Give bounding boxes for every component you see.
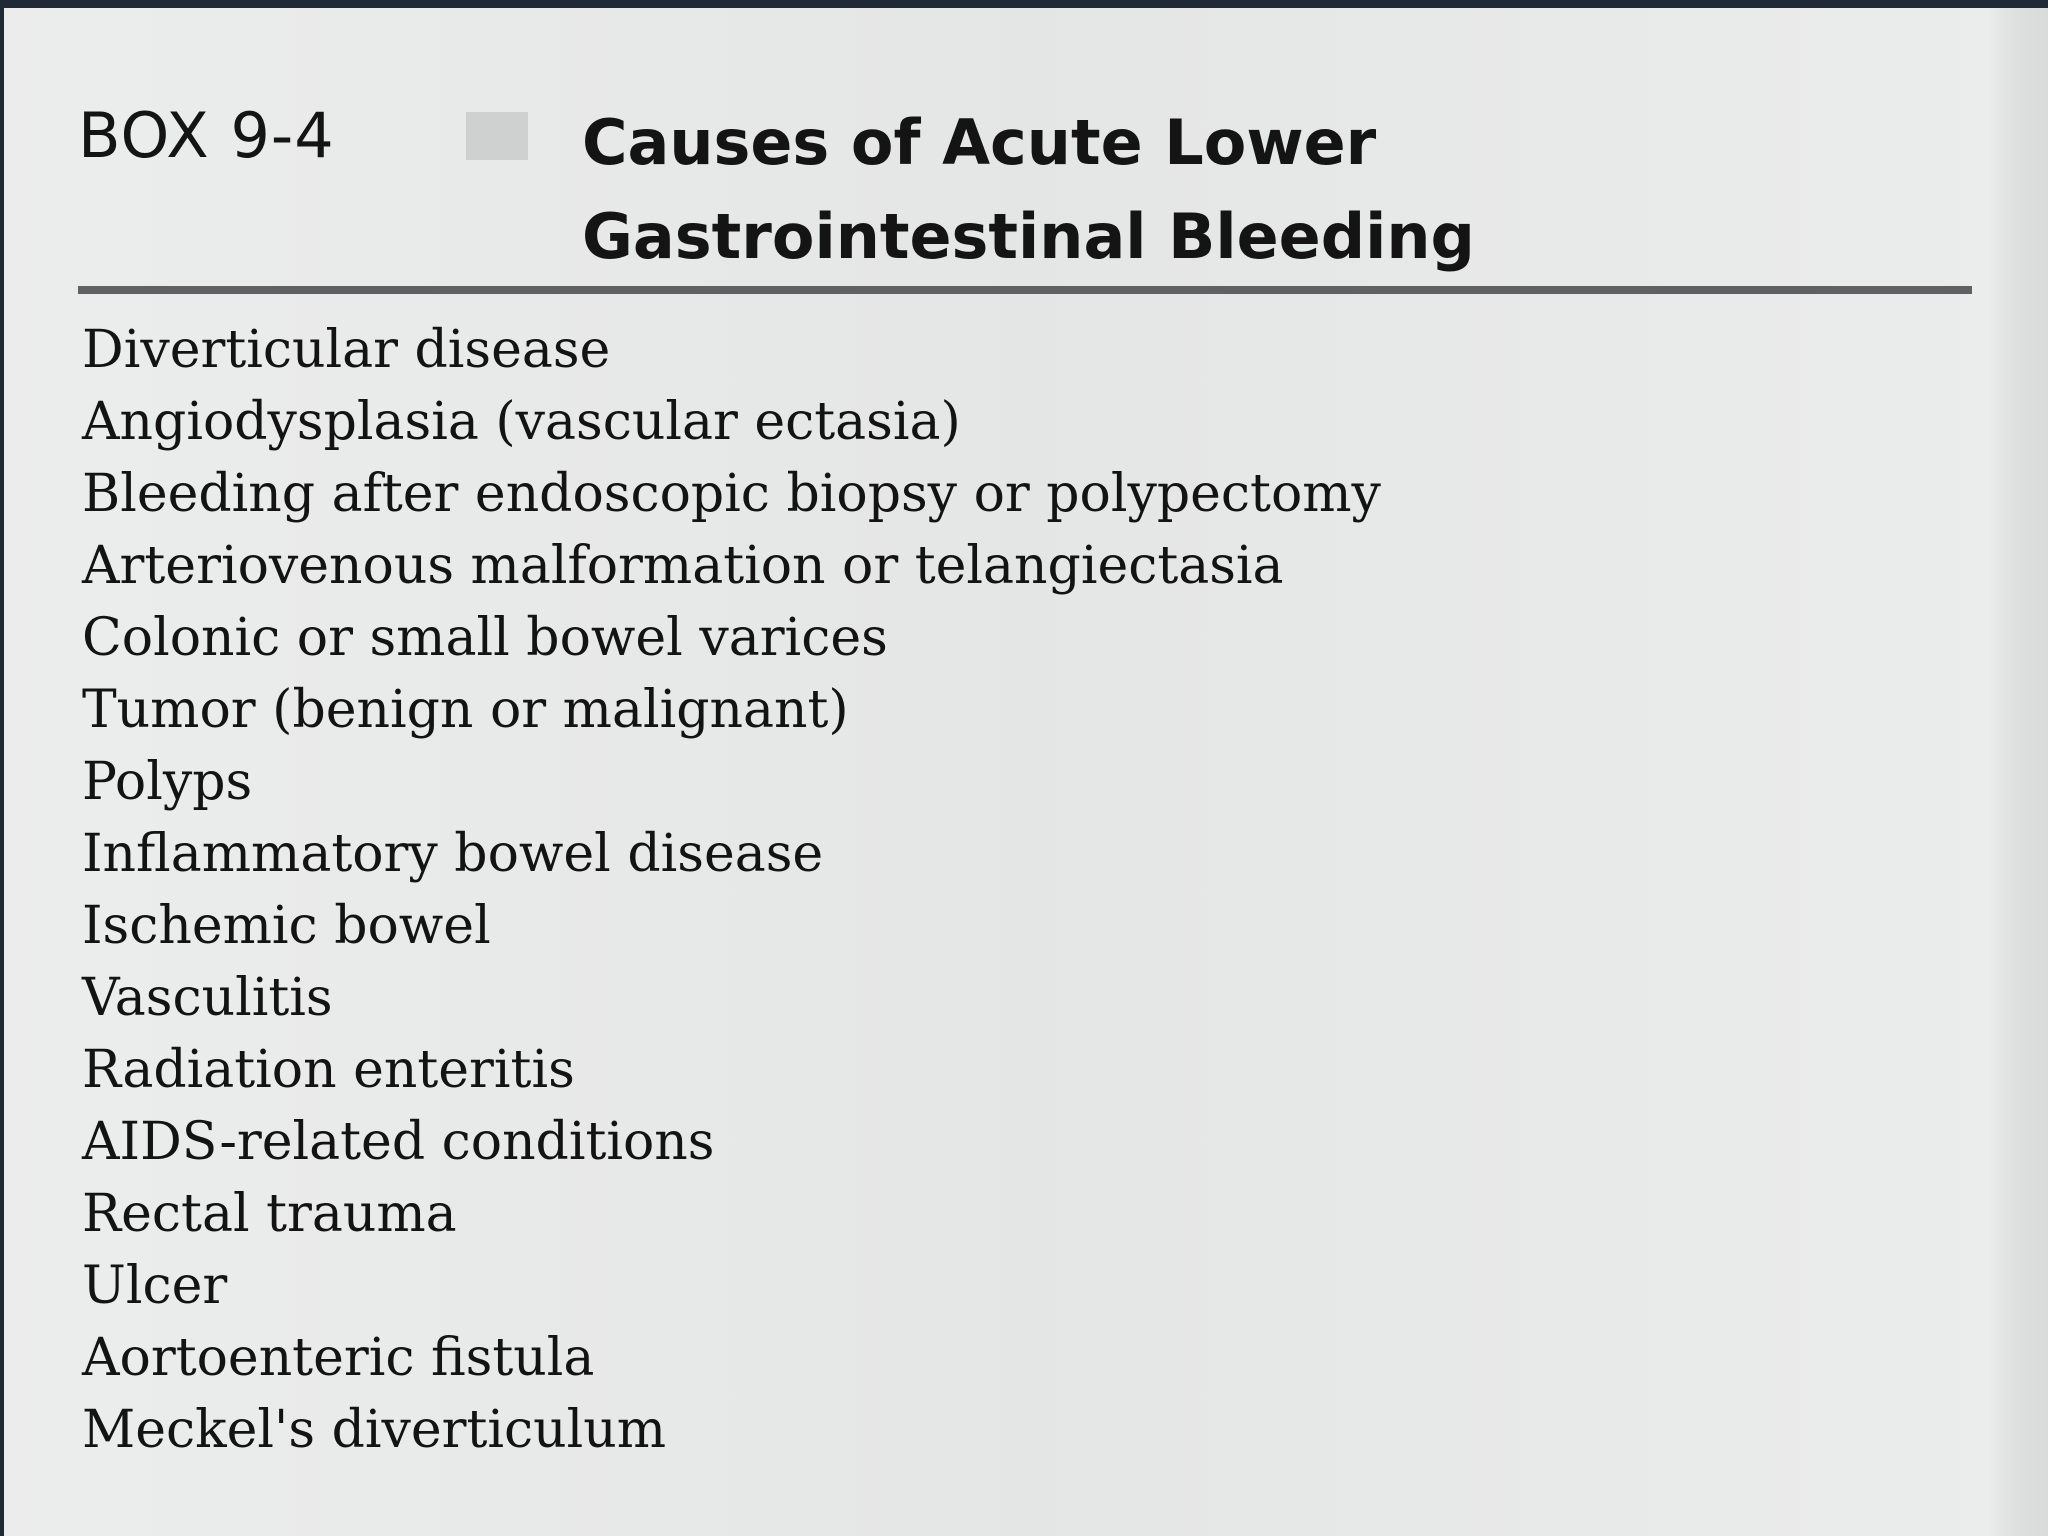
cause-item: Inflammatory bowel disease: [82, 824, 824, 884]
cause-item: Radiation enteritis: [82, 1040, 575, 1100]
causes-list: [82, 314, 1381, 1466]
cause-item: Rectal trauma: [82, 1184, 457, 1244]
cause-item: Aortoenteric fistula: [82, 1328, 595, 1388]
cause-item: Vasculitis: [82, 968, 333, 1028]
page-edge-shadow: [1988, 8, 2048, 1536]
cause-item: Ischemic bowel: [82, 896, 491, 956]
cause-item: Angiodysplasia (vascular ectasia): [82, 392, 961, 452]
box-marker-square: [466, 112, 528, 160]
cause-item: Diverticular disease: [82, 320, 611, 380]
box-title: Causes of Acute Lower Gastrointestinal Bleeding: [582, 106, 1475, 273]
cause-item: Colonic or small bowel varices: [82, 608, 888, 668]
cause-item: Polyps: [82, 752, 253, 812]
cause-item: Arteriovenous malformation or telangiectasia: [82, 536, 1284, 596]
cause-item: Bleeding after endoscopic biopsy or polypectomy: [82, 464, 1381, 524]
cause-item: Tumor (benign or malignant): [82, 680, 849, 740]
box-label: BOX 9-4: [78, 99, 335, 172]
header-rule: [78, 286, 1972, 294]
document-page: [4, 8, 2048, 1536]
cause-item: Ulcer: [82, 1256, 228, 1316]
cause-item: AIDS-related conditions: [82, 1112, 715, 1172]
cause-item: Meckel's diverticulum: [82, 1400, 667, 1460]
